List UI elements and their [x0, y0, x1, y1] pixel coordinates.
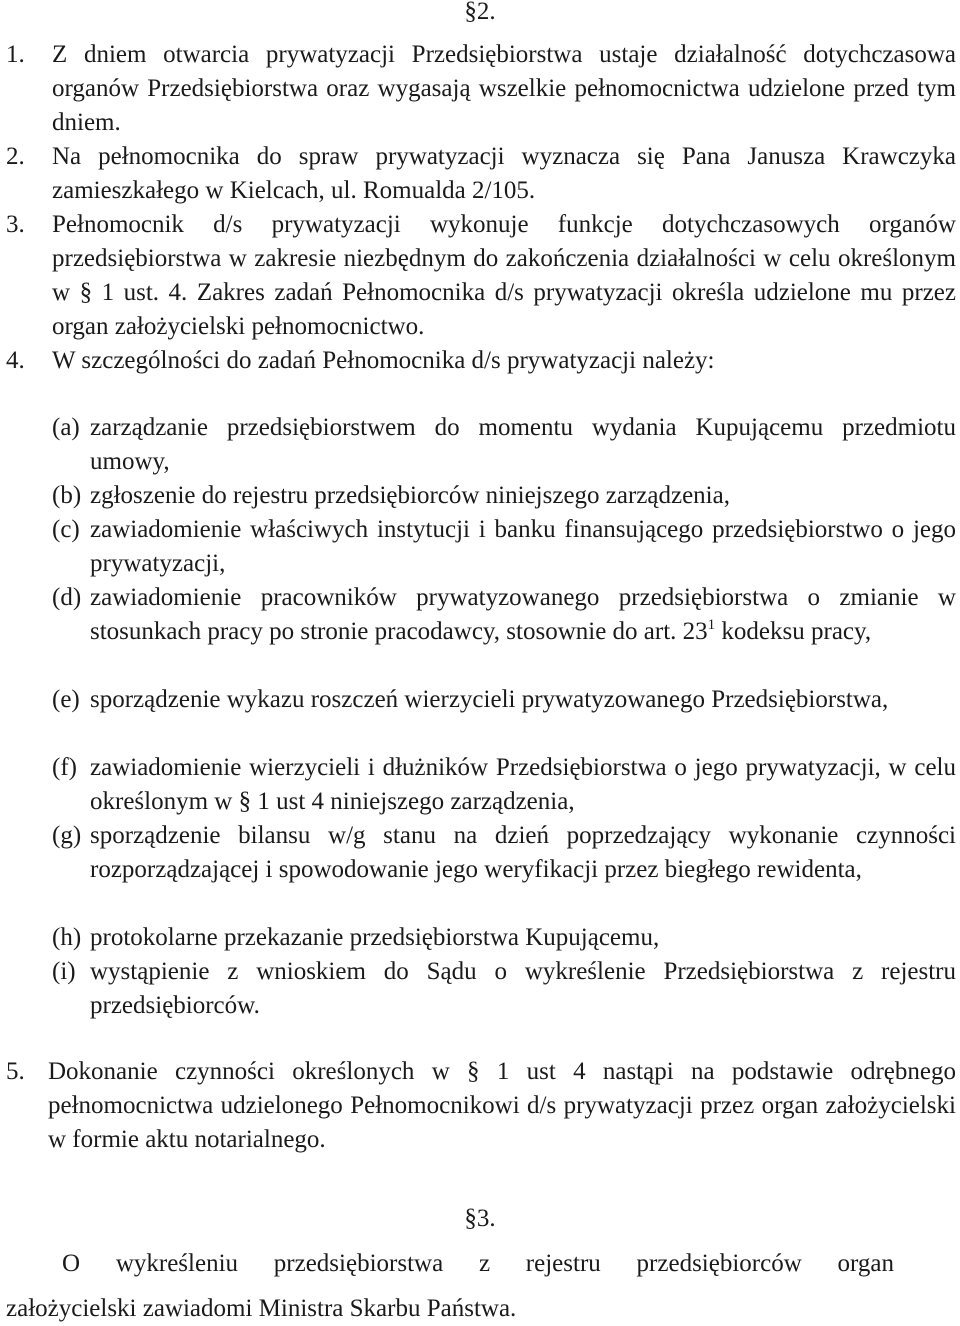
superscript: 1 — [707, 617, 716, 633]
list-item-text: zawiadomienie właściwych instytucji i banku finansującego przedsiębiorstwo o jego prywatyzacji, — [90, 516, 956, 577]
list-item-g — [52, 819, 956, 887]
list-item-f — [52, 751, 956, 819]
paragraph-number: 4. — [6, 347, 25, 374]
list-item-h — [52, 921, 956, 955]
paragraph-text: Dokonanie czynności określonych w § 1 ust 4 nastąpi na podstawie odrębnego pełnomocnictwa udzielonego Pełnomocnikowi d/s prywatyzacji przez organ założycielski w formie aktu notarialnego. — [48, 1058, 956, 1153]
paragraph-text: Pełnomocnik d/s prywatyzacji wykonuje funkcje dotychczasowych organów przedsiębiorstwa w zakresie niezbędnym do zakończenia działalności w celu określonym w § 1 ust. 4. Zakres zadań Pełnomocnika d/s prywatyzacji określa udzielone mu przez organ założycielski pełnomocnictwo. — [52, 211, 956, 340]
list-item-label: (c) — [52, 516, 80, 543]
list-item-text — [90, 581, 956, 649]
list-item-text: zawiadomienie wierzycieli i dłużników Przedsiębiorstwa o jego prywatyzacji, w celu określonym w § 1 ust 4 niniejszego zarządzenia, — [90, 754, 956, 815]
list-item-i — [52, 955, 956, 1023]
paragraph-3 — [6, 208, 956, 344]
list-item-text: wystąpienie z wnioskiem do Sądu o wykreślenie Przedsiębiorstwa z rejestru przedsiębiorców. — [90, 958, 956, 1019]
paragraph-2 — [6, 140, 956, 208]
paragraph-5 — [6, 1055, 956, 1157]
list-item-label: (i) — [52, 958, 76, 985]
list-item-d — [52, 581, 956, 649]
section-2-heading: §2. — [464, 0, 496, 25]
paragraph-number: 3. — [6, 211, 25, 238]
paragraph-text: Na pełnomocnika do spraw prywatyzacji wyznacza się Pana Janusza Krawczyka zamieszkałego w Kielcach, ul. Romualda 2/105. — [52, 143, 956, 204]
list-item-label: (g) — [52, 822, 82, 849]
paragraph-number: 2. — [6, 143, 25, 170]
paragraph-number: 1. — [6, 41, 25, 68]
list-item-text: sporządzenie wykazu roszczeń wierzycieli prywatyzowanego Przedsiębiorstwa, — [90, 686, 889, 713]
section-3-text-line-2: założycielski zawiadomi Ministra Skarbu Państwa. — [6, 1295, 517, 1322]
list-item-text: protokolarne przekazanie przedsiębiorstwa Kupującemu, — [90, 924, 660, 951]
section-3-text-line-1: O wykreśleniu przedsiębiorstwa z rejestru przedsiębiorców organ — [62, 1250, 894, 1277]
list-item-text-after: kodeksu pracy, — [715, 618, 872, 645]
list-item-a — [52, 411, 956, 479]
list-item-label: (b) — [52, 482, 82, 509]
list-item-label: (f) — [52, 754, 77, 781]
paragraph-4 — [6, 344, 956, 378]
paragraph-number: 5. — [6, 1058, 25, 1085]
paragraph-1 — [6, 38, 956, 140]
list-item-label: (e) — [52, 686, 80, 713]
list-item-label: (a) — [52, 414, 80, 441]
list-item-b — [52, 479, 956, 513]
section-3-heading: §3. — [464, 1205, 496, 1232]
list-item-text: zarządzanie przedsiębiorstwem do momentu wydania Kupującemu przedmiotu umowy, — [90, 414, 956, 475]
paragraph-text: Z dniem otwarcia prywatyzacji Przedsiębiorstwa ustaje działalność dotychczasowa organów Przedsiębiorstwa oraz wygasają wszelkie pełnomocnictwa udzielone przed tym dniem. — [52, 41, 956, 136]
list-item-e — [52, 683, 956, 717]
list-item-label: (h) — [52, 924, 82, 951]
list-item-c — [52, 513, 956, 581]
list-item-text-main: zawiadomienie pracowników prywatyzowanego przedsiębiorstwa o zmianie w stosunkach pracy po stronie pracodawcy, stosownie do art. 23 — [90, 584, 956, 645]
paragraph-text: W szczególności do zadań Pełnomocnika d/s prywatyzacji należy: — [52, 347, 715, 374]
list-item-text: zgłoszenie do rejestru przedsiębiorców niniejszego zarządzenia, — [90, 482, 730, 509]
list-item-label: (d) — [52, 584, 82, 611]
list-item-text: sporządzenie bilansu w/g stanu na dzień poprzedzający wykonanie czynności rozporządzającej i spowodowanie jego weryfikacji przez biegłego rewidenta, — [90, 822, 956, 883]
